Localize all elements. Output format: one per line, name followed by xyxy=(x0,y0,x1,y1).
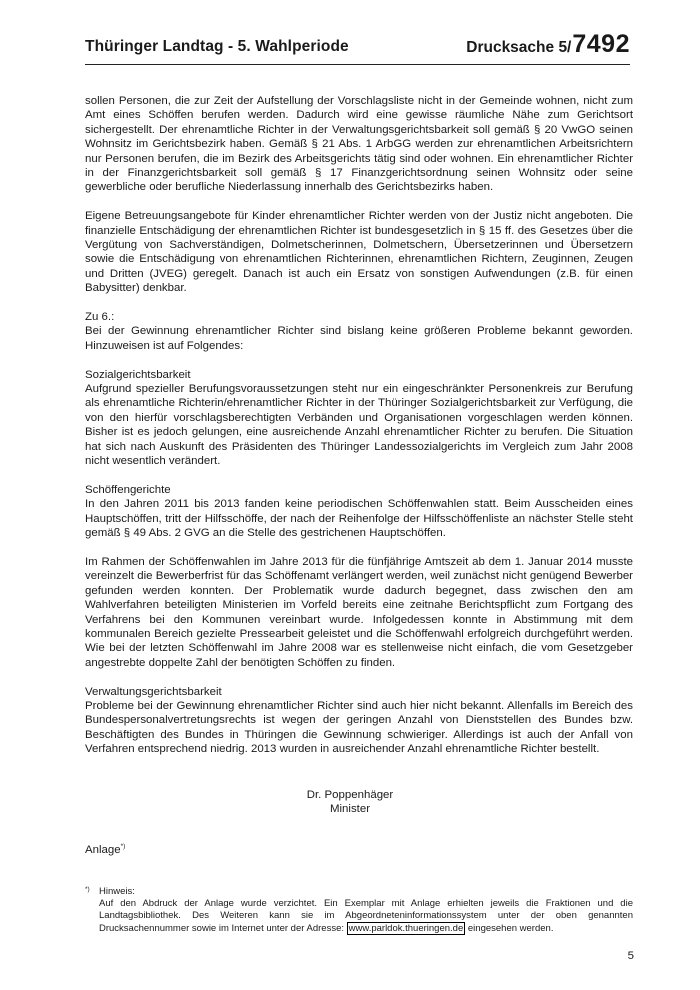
signature-title: Minister xyxy=(329,803,371,815)
footnote-body xyxy=(99,886,633,935)
footnote xyxy=(85,886,633,935)
footnote-text-end: eingesehen werden. xyxy=(467,922,554,934)
parldok-link[interactable]: www.parldok.thueringen.de xyxy=(348,922,464,934)
attachment-note xyxy=(85,843,125,856)
footnote-text-block xyxy=(99,898,633,935)
footnote-title: Hinweis: xyxy=(99,886,135,897)
footnote-mark: *) xyxy=(85,886,90,893)
body-text xyxy=(85,94,633,757)
paragraph-administrative-courts: Probleme bei der Gewinnung ehrenamtlicher Richter sind auch hier nicht bekannt. Allenfalls im Bereich des Bundespersonalvertretungsrechts ist wegen der geringen Anzahl von Dienststellen des Bundes bzw. Beschäftigten des Bundes in Thüringen die Gewinnung schwieriger. Allerdings ist auch der Anfall von Verfahren entsprechend niedrig. 2013 wurden in ausreichender Anzahl ehrenamtliche Richter bestellt. xyxy=(85,699,633,756)
paragraph-lay-judge-courts: In den Jahren 2011 bis 2013 fanden keine periodischen Schöffenwahlen statt. Beim Ausscheiden eines Hauptschöffen, tritt der Hilfsschöffe, der nach der Reihenfolge der Hilfsschöffenliste an nächster Stelle steht gemäß § 49 Abs. 2 GVG an die Stelle des gestrichenen Hauptschöffen. xyxy=(85,498,633,540)
footnote-text: Auf den Abdruck der Anlage wurde verzichtet. Ein Exemplar mit Anlage erhielten jeweils die Fraktionen und die Landtagsbibliothek. Des Weiteren kann sie im Abgeordneteninformationssystem unter der oben genannten Drucksachennummer sowie im Internet unter der Adresse: xyxy=(99,898,633,934)
paragraph-residence-requirements: sollen Personen, die zur Zeit der Aufstellung der Vorschlagsliste nicht in der Gemeinde wohnen, nicht zum Amt eines Schöffen berufen werden. Dadurch wird eine gewisse räumliche Nähe zum Gerichtsort sichergestellt. Der ehrenamtliche Richter in der Verwaltungsgerichtsbarkeit soll gemäß § 20 VwGO seinen Wohnsitz im Gerichtsbezirk haben. Gemäß § 21 Abs. 1 ArbGG werden zur ehrenamtlichen Arbeitsrichtern nur Personen berufen, die im Bezirk des Arbeitsgerichts tätig sind oder wohnen. Ein ehrenamtlicher Richter in der Finanzgerichtsbarkeit soll gemäß § 17 Finanzgerichtsordnung seinen Wohnsitz oder seine gewerbliche oder berufliche Niederlassung innerhalb des Gerichtsbezirks haben. xyxy=(85,95,633,194)
section-heading-administrative-courts: Verwaltungsgerichtsbarkeit xyxy=(85,685,222,698)
answer-6-label: Zu 6.: xyxy=(85,311,115,324)
page-number: 5 xyxy=(627,950,634,962)
header-drucksache-label: Drucksache 5/ xyxy=(466,39,572,56)
paragraph-social-courts: Aufgrund spezieller Berufungsvoraussetzungen steht nur ein eingeschränkter Personenkreis zur Berufung als ehrenamtliche Richterin/ehrenamtlicher Richter in der Thüringer Sozialgerichtsbarkeit zur Verfügung, die von den hierfür vorschlagsberechtigten Verbänden und Organisationen vorgeschlagen werden können. Bisher ist es jedoch gelungen, eine ausreichende Anzahl ehrenamtlicher Richter zu berufen. Die Situation hat sich nach Auskunft des Präsidenten des Thüringer Landessozialgerichts im Vergleich zum Jahr 2008 nicht wesentlich verändert. xyxy=(85,383,633,468)
answer-6-intro: Bei der Gewinnung ehrenamtlicher Richter sind bislang keine größeren Probleme bekannt geworden. Hinzuweisen ist auf Folgendes: xyxy=(85,325,633,352)
attachment-label: Anlage xyxy=(85,844,121,856)
paragraph-lay-judge-elections-2013: Im Rahmen der Schöffenwahlen im Jahre 2013 für die fünfjährige Amtszeit ab dem 1. Januar 2014 musste vereinzelt die Bewerberfrist für das Schöffenamt verlängert werden, weil zunächst nicht genügend Bewerber gefunden werden konnten. Der Problematik wurde dadurch begegnet, dass zwischen den am Wahlverfahren beteiligten Ministerien im Vorfeld bereits eine zeitnahe Berichtspflicht zum Fortgang des Verfahrens bei den Kommunen vereinbart wurde. Infolgedessen konnte in Abstimmung mit dem kommunalen Bereich gezielte Pressearbeit geleistet und die Schöffenwahl erfolgreich durchgeführt werden. Wie bei der letzten Schöffenwahl im Jahre 2008 war es stellenweise nicht einfach, die vom Gesetzgeber angestrebte doppelte Zahl der benötigten Schöffen zu finden. xyxy=(85,555,633,669)
section-heading-social-courts: Sozialgerichtsbarkeit xyxy=(85,368,191,381)
header-parliament-title: Thüringer Landtag - 5. Wahlperiode xyxy=(85,38,349,55)
section-heading-lay-judge-courts: Schöffengerichte xyxy=(85,483,171,496)
signature-name: Dr. Poppenhäger xyxy=(306,789,394,801)
page-header xyxy=(85,30,630,65)
header-document-number xyxy=(466,30,630,59)
header-drucksache-number: 7492 xyxy=(572,30,630,58)
attachment-footnote-mark: *) xyxy=(120,843,126,850)
paragraph-childcare-compensation: Eigene Betreuungsangebote für Kinder ehrenamtlicher Richter werden von der Justiz nicht angeboten. Die finanzielle Entschädigung der ehrenamtlichen Richter ist bundesgesetzlich in § 15 ff. des Gesetzes über die Vergütung von Sachverständigen, Dolmetscherinnen, Dolmetschern, Übersetzerinnen und Übersetzern sowie die Entschädigung von ehrenamtlichen Richterinnen, ehrenamtlichen Richtern, Zeuginnen, Zeugen und Dritten (JVEG) geregelt. Danach ist auch ein Ersatz von sonstigen Aufwendungen (z.B. für einen Babysitter) denkbar. xyxy=(85,210,633,295)
